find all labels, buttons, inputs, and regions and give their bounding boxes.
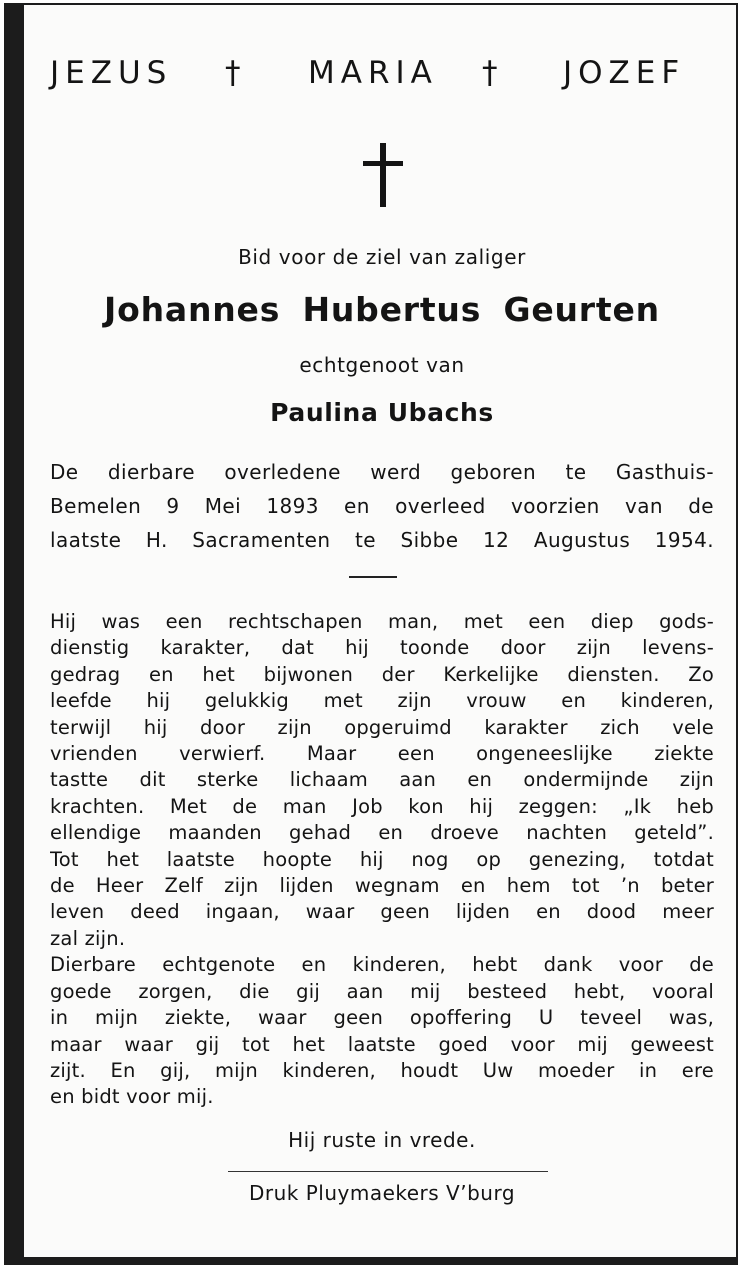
- body-line: gedrag en het bijwonen der Kerkelijke diensten. Zo: [50, 662, 714, 686]
- header-names: [50, 55, 714, 95]
- body-line: maar waar gij tot het laatste goed voor mij geweest: [50, 1032, 714, 1056]
- header-cross-left: †: [225, 55, 247, 91]
- body-line: Hij was een rechtschapen man, met een diep gods-: [50, 610, 714, 633]
- divider-short: [349, 576, 397, 578]
- intro-paragraph: [50, 455, 714, 557]
- body-text: [50, 609, 714, 1111]
- divider-long: [228, 1171, 548, 1172]
- body-line: Dierbare echtgenote en kinderen, hebt dank voor de: [50, 953, 714, 977]
- body-line: ellendige maanden gehad en droeve nachten geteld”.: [50, 821, 714, 845]
- body-line: de Heer Zelf zijn lijden wegnam en hem tot ’n beter: [50, 874, 714, 898]
- body-line: tastte dit sterke lichaam aan en ondermijnde zijn: [50, 768, 714, 792]
- body-line: Tot het laatste hoopte hij nog op genezing, totdat: [50, 847, 714, 871]
- header-jozef: JOZEF: [563, 55, 686, 91]
- body-line: zal zijn.: [50, 926, 126, 950]
- header-cross-right: †: [482, 55, 504, 91]
- spouse-of-label: echtgenoot van: [299, 353, 465, 377]
- body-line: vrienden verwierf. Maar een ongeneeslijke ziekte: [50, 742, 714, 766]
- printer-credit: Druk Pluymaekers V’burg: [248, 1181, 516, 1205]
- intro-line: De dierbare overledene werd geboren te Gasthuis-: [50, 460, 714, 484]
- header-jezus: JEZUS: [50, 55, 173, 91]
- body-line: in mijn ziekte, waar geen opoffering U teveel was,: [50, 1006, 714, 1030]
- spouse-name: Paulina Ubachs: [270, 398, 494, 427]
- body-line: krachten. Met de man Job kon hij zeggen: „Ik heb: [50, 794, 714, 818]
- body-line: goede zorgen, die gij aan mij besteed hebt, vooral: [50, 979, 714, 1003]
- header-maria: MARIA: [308, 55, 438, 91]
- body-line: leefde hij gelukkig met zijn vrouw en kinderen,: [50, 689, 714, 713]
- deceased-name: Johannes Hubertus Geurten: [104, 290, 660, 329]
- body-line: terwijl hij door zijn opgeruimd karakter zich vele: [50, 715, 714, 739]
- closing-line: Hij ruste in vrede.: [288, 1128, 476, 1152]
- body-line: leven deed ingaan, waar geen lijden en dood meer: [50, 900, 714, 924]
- cross-icon: [363, 143, 403, 207]
- body-line: en bidt voor mij.: [50, 1085, 214, 1109]
- body-line: dienstig karakter, dat hij toonde door zijn levens-: [50, 636, 714, 660]
- memorial-card: [4, 3, 738, 1265]
- body-line: zijt. En gij, mijn kinderen, houdt Uw moeder in ere: [50, 1058, 714, 1082]
- intro-line: laatste H. Sacramenten te Sibbe 12 Augustus 1954.: [50, 528, 714, 552]
- prayer-line: Bid voor de ziel van zaliger: [238, 245, 526, 269]
- intro-line: Bemelen 9 Mei 1893 en overleed voorzien van de: [50, 494, 714, 518]
